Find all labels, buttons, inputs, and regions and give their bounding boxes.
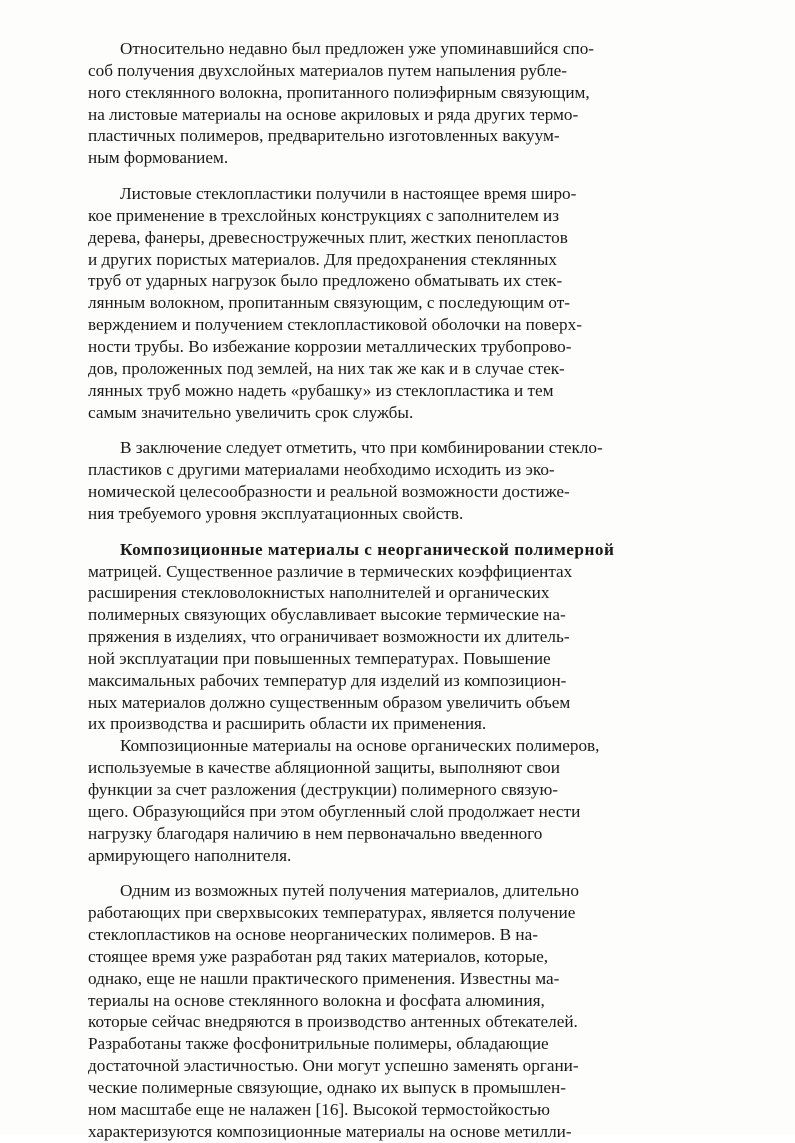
line: верждением и получением стеклопластиковой оболочки на поверх- bbox=[88, 315, 582, 335]
line: териалы на основе стеклянного волокна и фосфата алюминия, bbox=[88, 990, 545, 1010]
line: однако, еще не нашли практического применения. Известны ма- bbox=[88, 968, 560, 988]
line: самым значительно увеличить срок службы. bbox=[88, 402, 414, 422]
line: которые сейчас внедряются в производство антенных обтекателей. bbox=[88, 1012, 578, 1032]
line: дерева, фанеры, древесностружечных плит, жестких пенопластов bbox=[88, 227, 568, 247]
line: лянных труб можно надеть «рубашку» из стеклопластика и тем bbox=[88, 380, 554, 400]
line: нагрузку благодаря наличию в нем первоначально введенного bbox=[88, 823, 543, 843]
line: пряжения в изделиях, что ограничивает возможности их длитель- bbox=[88, 627, 570, 647]
line: ного стеклянного волокна, пропитанного полиэфирным связующим, bbox=[88, 82, 590, 102]
line: ческие полимерные связующие, однако их выпуск в промышлен- bbox=[88, 1077, 566, 1097]
line: Листовые стеклопластики получили в настоящее время широ- bbox=[120, 184, 577, 204]
line: ных материалов должно существенным образом увеличить объем bbox=[88, 692, 571, 712]
paragraph-1 bbox=[88, 38, 708, 169]
line: и других пористых материалов. Для предохранения стеклянных bbox=[88, 249, 558, 269]
line: армирующего наполнителя. bbox=[88, 845, 292, 865]
line: характеризуются композиционные материалы на основе метилли- bbox=[88, 1121, 572, 1141]
line: Разработаны также фосфонитрильные полимеры, обладающие bbox=[88, 1034, 549, 1054]
line: полимерных связующих обуславливает высокие термические на- bbox=[88, 605, 566, 625]
line: ности трубы. Во избежание коррозии металлических трубопрово- bbox=[88, 336, 572, 356]
line: Композиционные материалы с неорганической полимерной bbox=[120, 539, 615, 559]
line: достаточной эластичностью. Они могут успешно заменять органи- bbox=[88, 1056, 579, 1076]
line: соб получения двухслойных материалов путем напыления рубле- bbox=[88, 60, 567, 80]
line: ным формованием. bbox=[88, 148, 229, 168]
line: пластиков с другими материалами необходимо исходить из эко- bbox=[88, 460, 555, 480]
line: Относительно недавно был предложен уже упоминавшийся спо- bbox=[120, 39, 595, 58]
line: пластичных полимеров, предварительно изготовленных вакуум- bbox=[88, 126, 560, 146]
line: расширения стекловолокнистых наполнителей и органических bbox=[88, 583, 550, 603]
line: работающих при сверхвысоких температурах, является получение bbox=[88, 903, 576, 923]
line: стеклопластиков на основе неорганических полимеров. В на- bbox=[88, 925, 538, 945]
line: В заключение следует отметить, что при комбинировании стекло- bbox=[120, 438, 603, 458]
line: номической целесообразности и реальной возможности достиже- bbox=[88, 482, 570, 502]
paragraph-5 bbox=[88, 735, 708, 866]
line: щего. Образующийся при этом обугленный слой продолжает нести bbox=[88, 801, 581, 821]
line: ном масштабе еще не налажен [16]. Высокой термостойкостью bbox=[88, 1099, 550, 1119]
line: лянным волокном, пропитанным связующим, с последующим от- bbox=[88, 293, 570, 313]
line: используемые в качестве абляционной защиты, выполняют свои bbox=[88, 758, 560, 778]
line: кое применение в трехслойных конструкциях с заполнителем из bbox=[88, 205, 559, 225]
line: ной эксплуатации при повышенных температурах. Повышение bbox=[88, 648, 551, 668]
line: их производства и расширить области их применения. bbox=[88, 714, 487, 734]
paragraph-4 bbox=[88, 539, 708, 736]
line: на листовые материалы на основе акриловых и ряда других термо- bbox=[88, 104, 579, 124]
line: Одним из возможных путей получения материалов, длительно bbox=[120, 881, 579, 901]
line: матрицей. Существенное различие в термических коэффициентах bbox=[88, 561, 573, 581]
paragraph-2 bbox=[88, 183, 708, 423]
line: Композиционные материалы на основе органических полимеров, bbox=[120, 736, 600, 756]
line: стоящее время уже разработан ряд таких материалов, которые, bbox=[88, 946, 549, 966]
paragraph-3 bbox=[88, 437, 708, 524]
line: ния требуемого уровня эксплуатационных свойств. bbox=[88, 503, 464, 523]
line: функции за счет разложения (деструкции) полимерного связую- bbox=[88, 780, 559, 799]
line: дов, проложенных под землей, на них так же как и в случае стек- bbox=[88, 358, 565, 378]
line: труб от ударных нагрузок было предложено обматывать их стек- bbox=[88, 271, 563, 291]
paragraph-6 bbox=[88, 880, 708, 1142]
document-text bbox=[88, 38, 708, 1143]
line: максимальных рабочих температур для изделий из композицион- bbox=[88, 670, 567, 690]
